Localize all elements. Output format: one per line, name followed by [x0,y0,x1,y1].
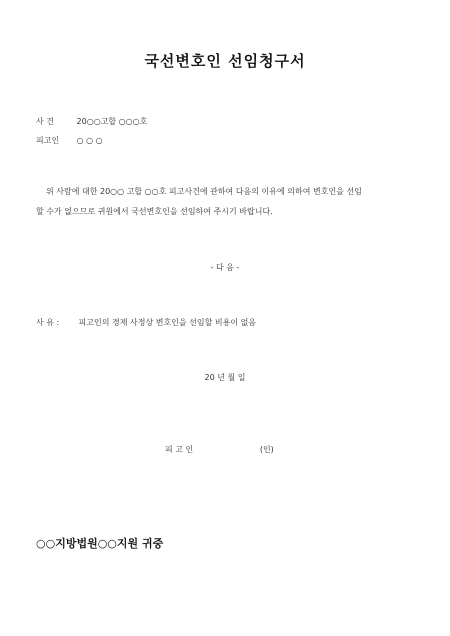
case-row [36,116,147,127]
reason-row [36,317,256,328]
defendant-value: ○ ○ ○ [76,136,103,145]
request-paragraph [36,186,416,217]
signature-row [165,444,274,455]
document-title: 국선변호인 선임청구서 [144,52,306,70]
paragraph-line-1: 위 사람에 대한 20○○ 고합 ○○호 피고사건에 관하여 다음의 이유에 의하여 변호인을 선임 [46,187,362,196]
signature-label: 피 고 인 [165,445,194,454]
case-value: 20○○고합 ○○○호 [76,117,148,126]
seal-mark: (인) [259,445,274,454]
paragraph-line-2: 할 수가 없으므로 귀원에서 국선변호인을 선임하여 주시기 바랍니다. [36,207,273,216]
court-addressee: ○○지방법원○○지원 귀중 [36,537,164,550]
case-label: 사 건 [36,117,54,126]
reason-label: 사 유 : [36,318,60,327]
date-line: 20 년 월 일 [204,373,246,382]
reason-value: 피고인의 경제 사정상 변호인을 선임할 비용이 없음 [78,318,257,327]
defendant-label: 피고인 [36,136,60,145]
section-heading: - 다 음 - [210,263,240,272]
defendant-row [36,135,103,146]
